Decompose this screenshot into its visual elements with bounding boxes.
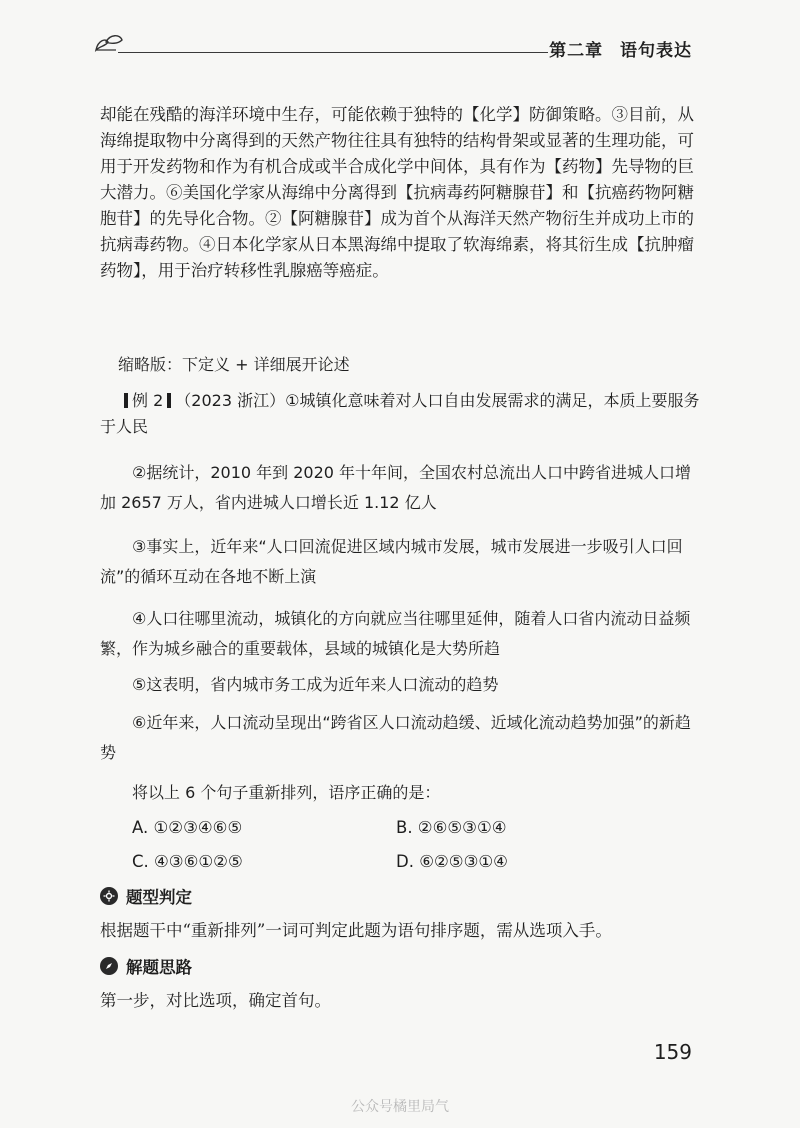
type-judgment-title: 题型判定 <box>126 888 192 907</box>
bracket-right <box>167 393 171 408</box>
approach-text: 第一步，对比选项，确定首句。 <box>100 991 331 1010</box>
example-sentence-5: ⑤这表明，省内城市务工成为近年来人口流动的趋势 <box>132 675 499 694</box>
page-header <box>0 0 800 80</box>
watermark: 公众号橘里局气 <box>351 1099 449 1115</box>
example-sentence-6: ⑥近年来，人口流动呈现出“跨省区人口流动趋缓、近域化流动趋势加强”的新趋势 <box>100 713 691 762</box>
option-c: C. ④③⑥①②⑤ <box>132 852 243 871</box>
summary-line: 缩略版：下定义 + 详细展开论述 <box>118 355 350 374</box>
type-judgment-text: 根据题干中“重新排列”一词可判定此题为语句排序题，需从选项入手。 <box>100 921 612 940</box>
page-number: 159 <box>653 1040 692 1064</box>
gear-icon <box>100 887 118 905</box>
chapter-title <box>549 36 692 61</box>
sprout-icon <box>92 30 126 54</box>
sentence-1: ①城镇化意味着对人口自由发展需求的满足，本质上要服务于人民 <box>100 391 700 436</box>
approach-heading <box>100 954 192 978</box>
chapter-number: 第二章 <box>549 41 604 61</box>
example-sentence-4: ④人口往哪里流动，城镇化的方向就应当往哪里延伸，随着人口省内流动日益频繁，作为城乡融合的重要载体，县域的城镇化是大势所趋 <box>100 609 691 658</box>
example-sentence-3: ③事实上，近年来“人口回流促进区域内城市发展，城市发展进一步吸引人口回流”的循环互动在各地不断上演 <box>100 537 683 586</box>
option-a: A. ①②③④⑥⑤ <box>132 818 243 837</box>
paragraph-intro: 却能在残酷的海洋环境中生存，可能依赖于独特的【化学】防御策略。③目前，从海绵提取物中分离得到的天然产物往往具有独特的结构骨架或显著的生理功能，可用于开发药物和作为有机合成或半合成化学中间体，具有作为【药物】先导物的巨大潜力。⑥美国化学家从海绵中分离得到【抗病毒药阿糖腺苷】和【抗癌药物阿糖胞苷】的先导化合物。②【阿糖腺苷】成为首个从海洋天然产物衍生并成功上市的抗病毒药物。④日本化学家从日本黑海绵中提取了软海绵素，将其衍生成【抗肿瘤药物】，用于治疗转移性乳腺癌等癌症。 <box>100 105 694 280</box>
option-b: B. ②⑥⑤③①④ <box>396 818 507 837</box>
section-name: 语句表达 <box>620 41 692 61</box>
example-label: 例 2 <box>132 391 164 410</box>
example-sentence-1 <box>100 388 700 440</box>
type-judgment-heading <box>100 884 192 908</box>
header-rule <box>118 52 548 53</box>
bracket-left <box>124 393 128 408</box>
approach-title: 解题思路 <box>126 958 192 977</box>
example-sentence-2: ②据统计，2010 年到 2020 年十年间，全国农村总流出人口中跨省进城人口增加 2657 万人，省内进城人口增长近 1.12 亿人 <box>100 463 692 512</box>
example-source: （2023 浙江） <box>175 391 286 410</box>
option-d: D. ⑥②⑤③①④ <box>396 852 508 871</box>
compass-icon <box>100 957 118 975</box>
question-stem: 将以上 6 个句子重新排列，语序正确的是： <box>132 783 441 802</box>
